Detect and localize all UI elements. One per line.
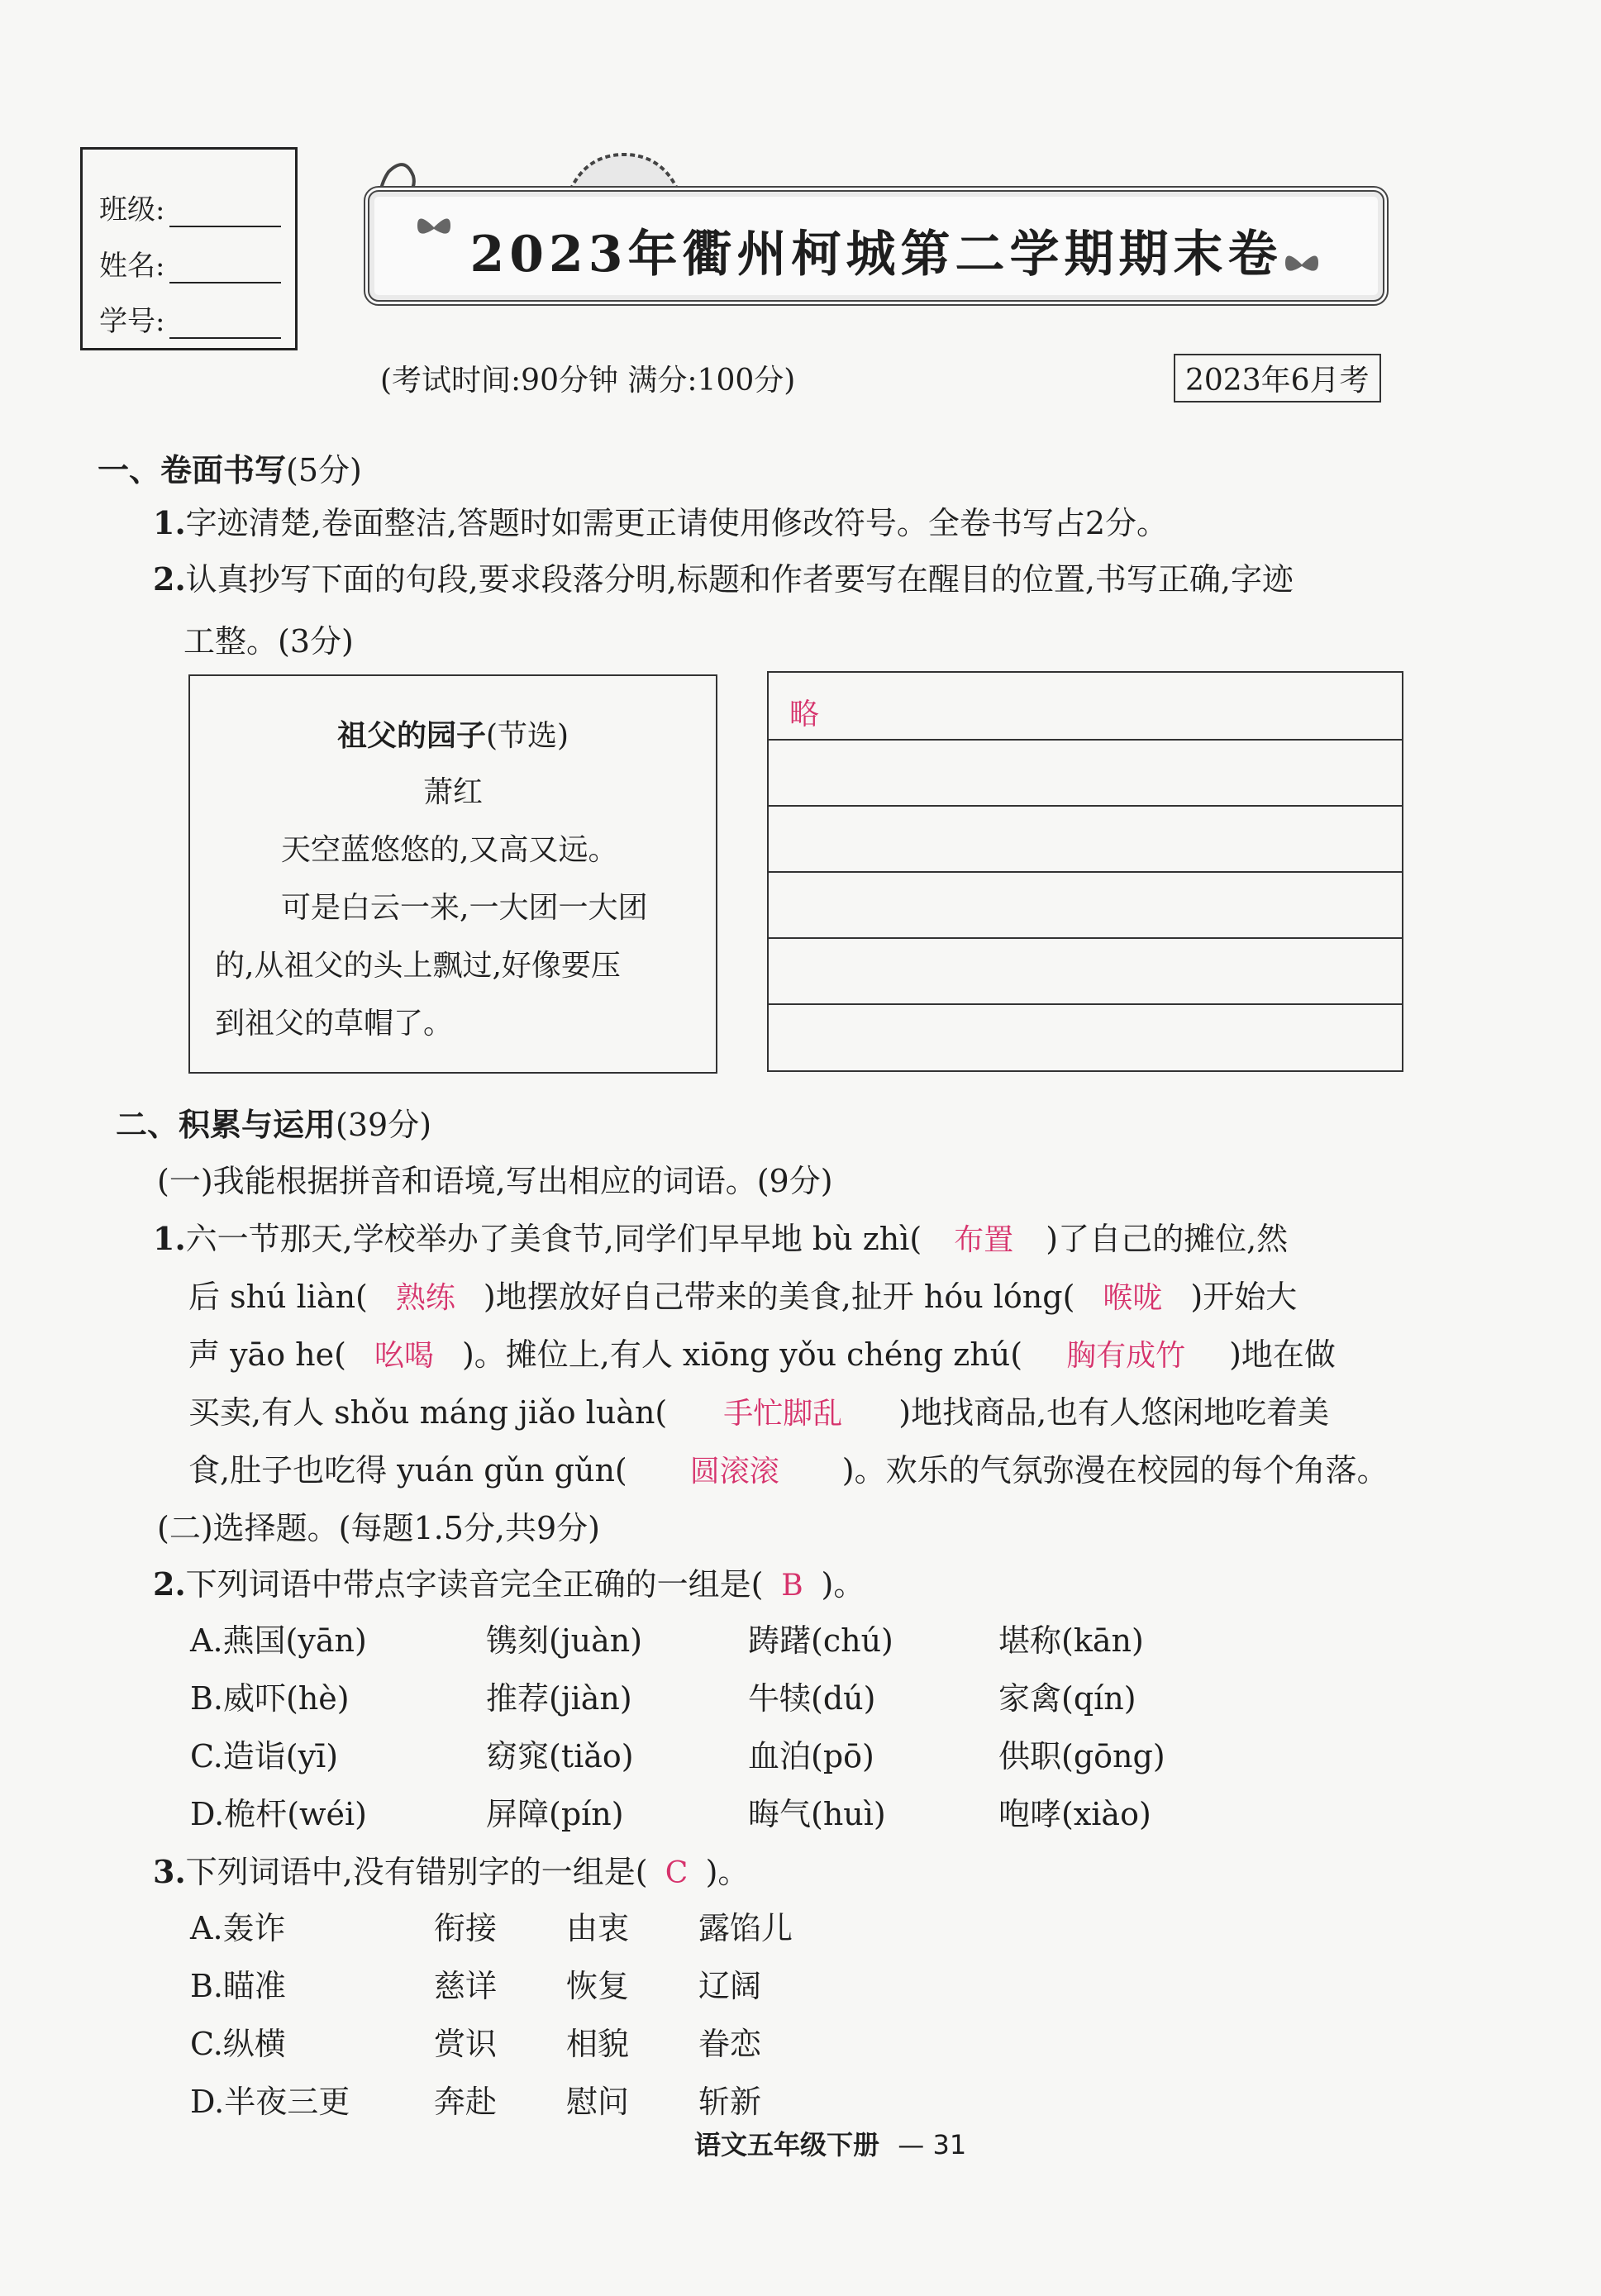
q3-option-d1: D.半夜三更 <box>190 2084 350 2120</box>
id-blank[interactable] <box>169 312 281 339</box>
q1-line4: 买卖,有人 shǒu máng jiǎo luàn( 手忙脚乱 )地找商品,也有人悠闲地吃着美 <box>188 1387 1329 1432</box>
q3-option-d4: 斩新 <box>698 2084 762 2120</box>
q1-answer-1[interactable]: 布置 <box>954 1223 1014 1257</box>
q2-option-d1: D.桅杆(wéi) <box>190 1796 368 1832</box>
q1-line5: 食,肚子也吃得 yuán gǔn gǔn( 圆滚滚 )。欢乐的气氛弥漫在校园的每个角落。 <box>188 1445 1389 1490</box>
q3-option-a2: 衔接 <box>434 1910 498 1946</box>
write-line <box>769 805 1402 807</box>
s1-q1: 1.字迹清楚,卷面整洁,答题时如需更正请使用修改符号。全卷书写占2分。 <box>153 504 1169 541</box>
q3-stem: 3.下列词语中,没有错别字的一组是( C )。 <box>153 1853 750 1890</box>
q3-option-a3: 由衷 <box>566 1910 630 1946</box>
write-line <box>769 937 1402 939</box>
write-line <box>769 871 1402 873</box>
passage-line: 可是白云一来,一大团一大团 <box>281 891 648 925</box>
exam-subtitle: (考试时间:90分钟 满分:100分) <box>380 364 796 398</box>
q3-option-d2: 奔赴 <box>434 2084 498 2120</box>
write-answer: 略 <box>789 698 820 731</box>
q3-option-c2: 赏识 <box>434 2026 498 2062</box>
name-label: 姓名: <box>99 250 165 283</box>
q3-option-a4: 露馅儿 <box>698 1910 793 1946</box>
id-label: 学号: <box>99 305 165 338</box>
s1-q2: 2.认真抄写下面的句段,要求段落分明,标题和作者要写在醒目的位置,书写正确,字迹 <box>153 560 1294 598</box>
class-field[interactable] <box>99 187 281 227</box>
title-banner <box>364 186 1389 306</box>
q3-option-a1: A.轰诈 <box>190 1910 286 1946</box>
footer-book: 语文五年级下册 <box>694 2129 880 2160</box>
section2-heading: 二、积累与运用(39分) <box>116 1107 432 1143</box>
copy-writing-box[interactable] <box>767 671 1403 1072</box>
part2-title: (二)选择题。(每题1.5分,共9分) <box>157 1510 600 1546</box>
s1-q2-cont: 工整。(3分) <box>183 623 354 660</box>
page-number: — 31 <box>898 2129 967 2160</box>
exam-title: 2023年衢州柯城第二学期期末卷 <box>469 226 1283 283</box>
q3-option-c1: C.纵横 <box>190 2026 286 2062</box>
q2-option-a2: 镌刻(juàn) <box>486 1622 643 1659</box>
q2-option-a1: A.燕国(yān) <box>190 1622 367 1659</box>
passage-line: 到祖父的草帽了。 <box>215 1007 454 1041</box>
name-blank[interactable] <box>169 257 281 283</box>
q2-option-b2: 推荐(jiàn) <box>486 1680 632 1717</box>
q3-option-b4: 辽阔 <box>698 1968 762 2004</box>
q3-option-d3: 慰问 <box>566 2084 630 2120</box>
q2-option-b4: 家禽(qín) <box>998 1680 1136 1717</box>
q1-answer-7[interactable]: 圆滚滚 <box>689 1455 779 1489</box>
q1-answer-2[interactable]: 熟练 <box>395 1281 455 1315</box>
class-blank[interactable] <box>169 201 281 227</box>
class-label: 班级: <box>99 193 165 226</box>
q3-option-b2: 慈详 <box>434 1968 498 2004</box>
q3-option-c3: 相貌 <box>566 2026 630 2062</box>
q2-option-c2: 窈窕(tiǎo) <box>486 1738 634 1774</box>
write-line <box>769 1003 1402 1005</box>
q2-option-c3: 血泊(pō) <box>748 1738 874 1774</box>
q1-answer-5[interactable]: 胸有成竹 <box>1066 1339 1186 1373</box>
butterfly-icon <box>413 211 455 244</box>
q3-option-b3: 恢复 <box>566 1968 630 2004</box>
q2-option-b3: 牛犊(dú) <box>748 1680 876 1717</box>
q2-option-c4: 供职(gōng) <box>998 1738 1165 1774</box>
butterfly-icon-right <box>1281 248 1322 281</box>
q3-option-c4: 眷恋 <box>698 2026 762 2062</box>
part1-title: (一)我能根据拼音和语境,写出相应的词语。(9分) <box>157 1163 833 1199</box>
q3-option-b1: B.瞄准 <box>190 1968 287 2004</box>
page-footer <box>694 2124 966 2162</box>
q3-answer[interactable]: C <box>665 1856 689 1890</box>
student-info-box <box>80 147 298 350</box>
q1-answer-3[interactable]: 喉咙 <box>1103 1281 1163 1315</box>
passage-box <box>188 674 717 1074</box>
write-line <box>769 739 1402 741</box>
q1-line3: 声 yāo he( 吆喝 )。摊位上,有人 xiōng yǒu chéng zhú( 胸有成竹 )地在做 <box>188 1329 1336 1374</box>
q2-option-b1: B.威吓(hè) <box>190 1680 350 1717</box>
q2-option-c1: C.造诣(yī) <box>190 1738 339 1774</box>
id-field[interactable] <box>99 298 281 339</box>
q2-option-d3: 晦气(huì) <box>748 1796 886 1832</box>
q2-option-d4: 咆哮(xiào) <box>998 1796 1151 1832</box>
q2-stem: 2.下列词语中带点字读音完全正确的一组是( B )。 <box>153 1565 865 1603</box>
date-tag: 2023年6月考 <box>1174 354 1381 403</box>
q1-answer-4[interactable]: 吆喝 <box>374 1339 434 1373</box>
passage-line: 天空蓝悠悠的,又高又远。 <box>281 833 618 867</box>
q2-answer[interactable]: B <box>781 1569 803 1603</box>
q2-option-a3: 踌躇(chú) <box>748 1622 893 1659</box>
passage-line: 的,从祖父的头上飘过,好像要压 <box>215 949 621 983</box>
q2-option-a4: 堪称(kān) <box>998 1622 1144 1659</box>
q1-answer-6[interactable]: 手忙脚乱 <box>723 1397 843 1431</box>
name-field[interactable] <box>99 243 281 283</box>
section1-heading: 一、卷面书写(5分) <box>98 452 362 488</box>
passage-title: 祖父的园子(节选) <box>336 719 569 753</box>
q2-option-d2: 屏障(pín) <box>486 1796 624 1832</box>
q1-line1: 1.六一节那天,学校举办了美食节,同学们早早地 bù zhì( 布置 )了自己的摊位,然 <box>153 1213 1288 1259</box>
q1-line2: 后 shú liàn( 熟练 )地摆放好自己带来的美食,扯开 hóu lóng( 喉咙 )开始大 <box>188 1271 1297 1317</box>
passage-author: 萧红 <box>422 775 483 809</box>
